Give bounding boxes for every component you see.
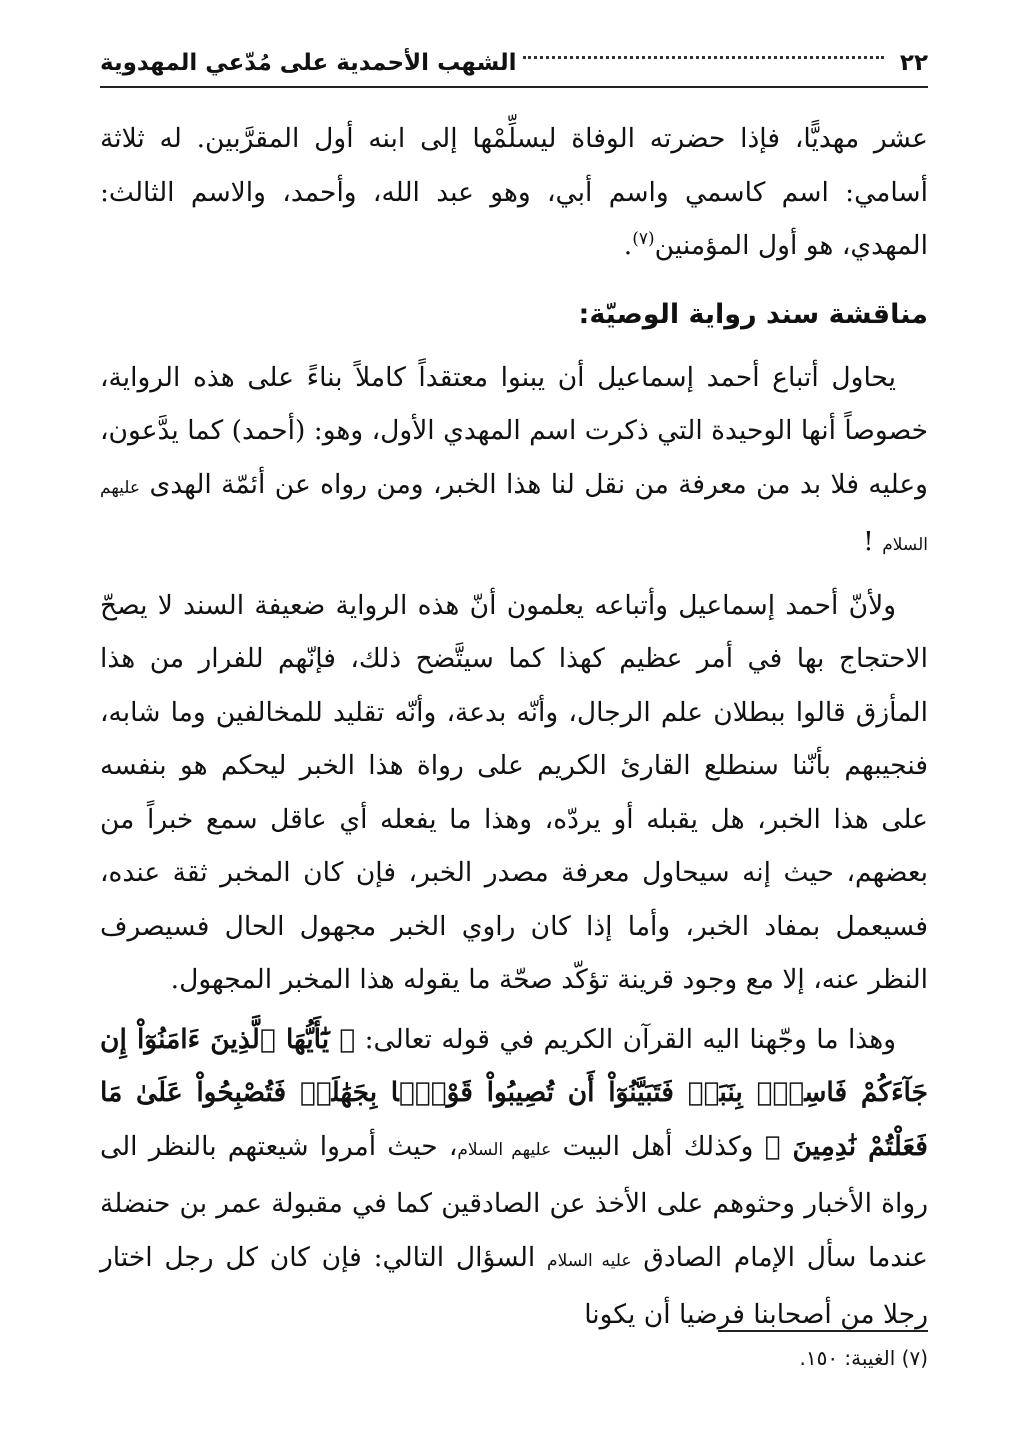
quran-verse: ﴿ يَٰٓأَيُّهَا ٱلَّذِينَ ءَامَنُوٓاْ إِن جَآءَكُمْ فَاسِقُۢ بِنَبَإٖ فَتَبَيَّنُوٓاْ أَن تُصِيبُواْ قَوْمَۢا بِجَهَٰلَةٖ فَتُصْبِحُواْ عَلَىٰ مَا فَعَلْتُمْ نَٰدِمِينَ ﴾ [100,1023,928,1162]
paragraph-text: عشر مهديًّا، فإذا حضرته الوفاة ليسلِّمْها إلى ابنه أول المقرَّبين. له ثلاثة أسامي: اسم كاسمي واسم أبي، وهو عبد الله، وأحمد، والاسم الثالث: المهدي، هو أول المؤمنين [100,123,928,261]
honorific-glyph: عليه السلام [547,1250,632,1271]
running-head [100,40,928,88]
honorific-glyph: عليهم السلام [100,477,928,555]
paragraph-3 [100,1013,928,1342]
page-number: ٢٢ [899,50,928,76]
footnote: (٧) الغيبة: ١٥٠. [799,1346,928,1370]
book-page [100,40,928,1370]
paragraph-1 [100,351,928,573]
paragraph-text: يحاول أتباع أحمد إسماعيل أن يبنوا معتقداً كاملاً بناءً على هذه الرواية، خصوصاً أنها الوحيدة التي ذكرت اسم المهدي الأول، وهو: (أحمد) كما يدَّعون، وعليه فلا بد من معرفة من نقل لنا هذا الخبر، ومن رواه عن أئمّة الهدى [100,361,928,500]
honorific-glyph: عليهم السلام [457,1139,552,1160]
footnote-marker: (٧) [632,229,655,250]
section-heading: مناقشة سند رواية الوصيّة: [578,298,928,330]
paragraph-end: ! [863,526,883,557]
paragraph-2: ولأنّ أحمد إسماعيل وأتباعه يعلمون أنّ هذه الرواية ضعيفة السند لا يصحّ الاحتجاج بها في أمر عظيم كهذا كما سيتَّضح ذلك، فإنّهم للفرار من هذا المأزق قالوا ببطلان علم الرجال، وأنّه بدعة، وأنّه تقليد للمخالفين وما شابه، فنجيبهم بأنّنا سنطلع القارئ الكريم على رواة هذا الخبر ليحكم هو بنفسه على هذا الخبر، هل يقبله أو يردّه، وهذا ما يفعله أي عاقل سمع خبراً من بعضهم، حيث إنه سيحاول معرفة مصدر الخبر، فإن كان المخبر ثقة عنده، فسيعمل بمفاد الخبر، وأما إذا كان راوي الخبر مجهول الحال فسيصرف النظر عنه، إلا مع وجود قرينة تؤكّد صحّة ما يقوله هذا المخبر المجهول. [100,589,928,995]
paragraph-continuation [100,112,928,273]
paragraph-text: ، حيث أمروا شيعتهم بالنظر الى رواة الأخبار وحثوهم على الأخذ عن الصادقين كما في مقبولة عمر بن حنضلة عندما سأل الإمام الصادق [100,1130,928,1273]
leader-dots [523,40,884,59]
paragraph-text: وكذلك أهل البيت [562,1130,754,1162]
footnote-separator [718,1330,928,1332]
book-title: الشهب الأحمدية على مُدّعي المهدوية [100,50,517,76]
paragraph-end: . [623,230,633,261]
paragraph-text: وهذا ما وجّهنا اليه القرآن الكريم في قوله تعالى: [364,1023,896,1055]
paragraph-text: السؤال التالي: فإن كان كل رجل اختار رجلا من أصحابنا فرضيا أن يكونا [100,1241,928,1330]
